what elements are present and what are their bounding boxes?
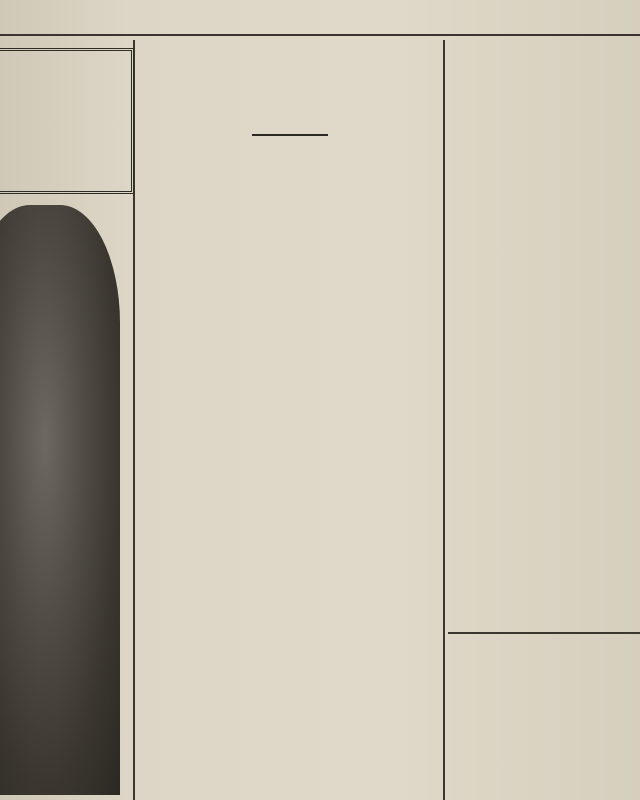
- fleet-photo: [0, 205, 120, 795]
- fleet-box: [0, 48, 134, 194]
- right-column: [448, 40, 640, 800]
- news-heading-rule: [448, 632, 640, 634]
- headline-divider: [252, 134, 328, 136]
- masthead: [0, 0, 640, 36]
- column-rule-right: [443, 40, 445, 800]
